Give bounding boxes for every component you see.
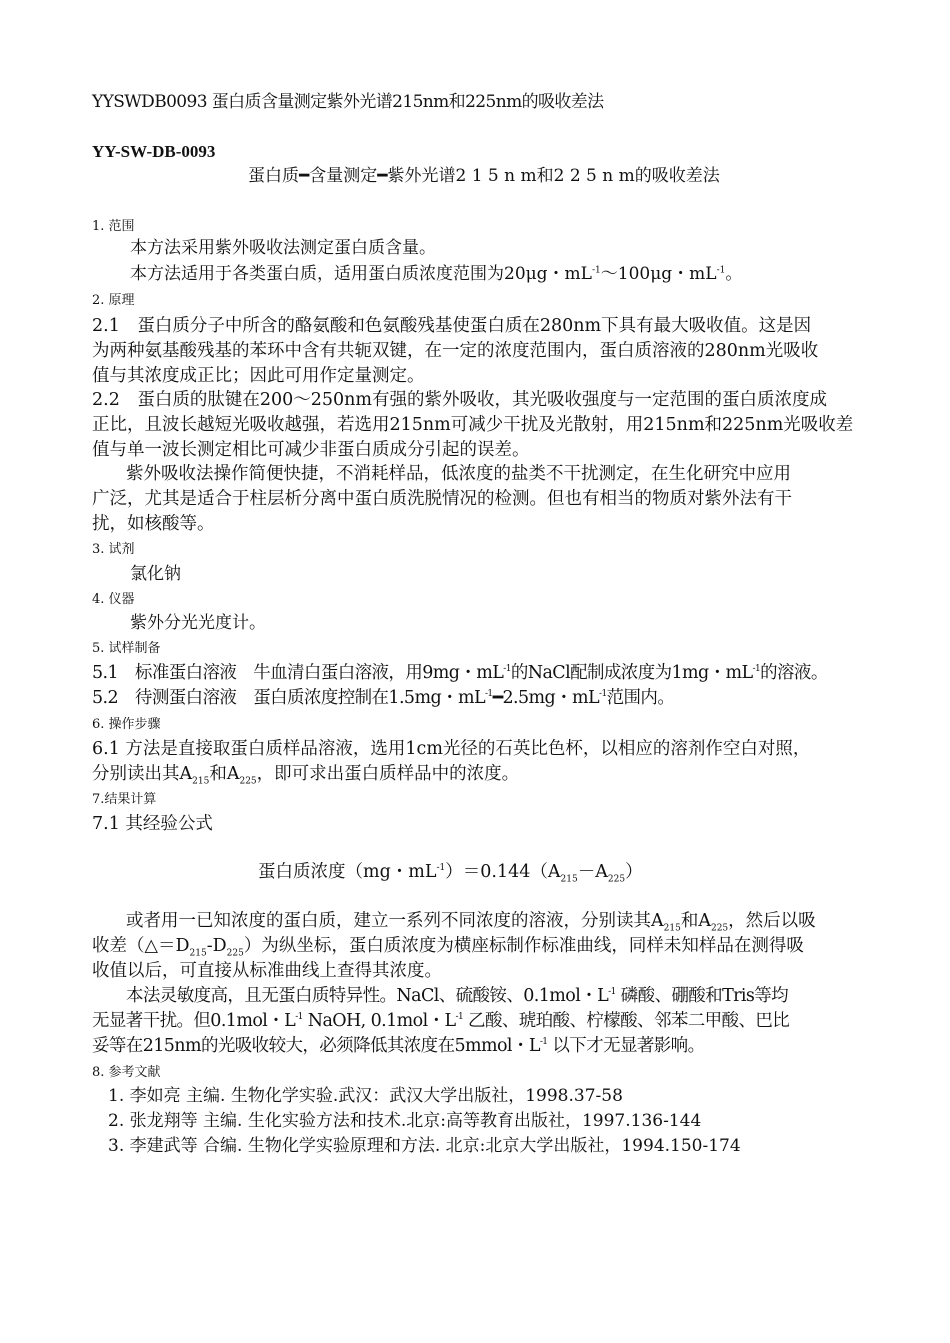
section-7-paragraph-2-line-2: 收差$(\triangle=D_{215}-D_{225})$为纵坐标，蛋白质浓度为横座标制作标准曲线，同样未知样品在测得吸 (92, 936, 804, 959)
section-5-1: 5.1 标准蛋白溶液 牛血清白蛋白溶液，用9mg・$mL^{-1}$的NaCl配制成浓度为1mg・$mL^{-1}$的溶液。 (92, 663, 828, 683)
section-2-heading: 2. 原理 (92, 293, 135, 308)
document-code: YY-SW-DB-0093 (92, 142, 216, 161)
section-1-heading: 1. 范围 (92, 219, 135, 234)
section-6-line-2: 分别读出其$A_{215}$和$A_{225}$，即可求出蛋白质样品中的浓度。 (92, 764, 520, 787)
section-7-paragraph-2-line-3: 收值以后，可直接从标准曲线上查得其浓度。 (92, 961, 442, 981)
section-2-2-line-1: 2.2 蛋白质的肽键在200～250nm有强的紫外吸收，其光吸收强度与一定范围的蛋白质浓度成 (92, 390, 827, 410)
reference-item: 1. 李如亮 主编. 生物化学实验.武汉：武汉大学出版社，1998.37-58 (108, 1086, 623, 1106)
section-7-paragraph-3-line-3: 妥等在215nm的光吸收较大，必须降低其浓度在5mmol・$L^{-1}$ 以下才无显著影响。 (92, 1036, 705, 1056)
section-7-paragraph-3-line-1: 本法灵敏度高，且无蛋白质特异性。NaCl、硫酸铵、0.1mol・$L^{-1}$ 磷酸、硼酸和Tris等均 (126, 986, 789, 1006)
section-7-paragraph-3-line-2: 无显著干扰。但0.1mol・$L^{-1}$ NaOH, 0.1mol・$L^{-1}$ 乙酸、琥珀酸、柠檬酸、邻苯二甲酸、巴比 (92, 1011, 790, 1031)
section-3-heading: 3. 试剂 (92, 542, 135, 557)
reference-item: 3. 李建武等 合编. 生物化学实验原理和方法. 北京:北京大学出版社，1994.150-174 (108, 1136, 741, 1156)
section-2-1-line-1: 2.1 蛋白质分子中所含的酪氨酸和色氨酸残基使蛋白质在280nm下具有最大吸收值。这是因 (92, 316, 812, 336)
section-4-heading: 4. 仪器 (92, 592, 135, 607)
section-7-heading: 7.结果计算 (92, 792, 157, 807)
empirical-formula: 蛋白质浓度（mg・$mL^{-1})=0.144(A_{215}-A_{225})$ (258, 862, 643, 885)
section-7-paragraph-2-line-1: 或者用一已知浓度的蛋白质，建立一系列不同浓度的溶液，分别读其$A_{215}$和$A_{225}$，然后以吸 (126, 911, 816, 934)
section-7-1: 7.1 其经验公式 (92, 814, 213, 834)
section-1-paragraph-2: 本方法适用于各类蛋白质，适用蛋白质浓度范围为20μg・$mL^{-1}\sim 100\mu g$・$mL^{-1}$。 (130, 264, 743, 284)
section-2-paragraph-3-line-3: 扰，如核酸等。 (92, 514, 215, 534)
section-6-line-1: 6.1 方法是直接取蛋白质样品溶液，选用1cm光径的石英比色杯，以相应的溶剂作空白对照， (92, 739, 811, 759)
section-5-2: 5.2 待测蛋白溶液 蛋白质浓度控制在1.5mg・$mL^{-1}━2.5mg$・$mL^{-1}$范围内。 (92, 688, 675, 708)
section-3-reagent: 氯化钠 (130, 564, 181, 584)
section-2-paragraph-3-line-1: 紫外吸收法操作简便快捷，不消耗样品，低浓度的盐类不干扰测定，在生化研究中应用 (126, 464, 791, 484)
section-6-heading: 6. 操作步骤 (92, 717, 161, 732)
section-2-2-line-3: 值与单一波长测定相比可减少非蛋白质成分引起的误差。 (92, 440, 530, 460)
document-title: 蛋白质━含量测定━紫外光谱2 1 5 n m和2 2 5 n m的吸收差法 (248, 166, 720, 186)
section-2-1-line-3: 值与其浓度成正比；因此可用作定量测定。 (92, 366, 425, 386)
reference-item: 2. 张龙翔等 主编. 生化实验方法和技术.北京:高等教育出版社，1997.136-144 (108, 1111, 702, 1131)
page-header-line: YYSWDB0093 蛋白质含量测定紫外光谱215nm和225nm的吸收差法 (92, 92, 604, 112)
section-4-instrument: 紫外分光光度计。 (130, 613, 266, 633)
section-5-heading: 5. 试样制备 (92, 641, 161, 656)
section-1-paragraph-1: 本方法采用紫外吸收法测定蛋白质含量。 (130, 238, 436, 258)
section-2-2-line-2: 正比，且波长越短光吸收越强，若选用215nm可减少干扰及光散射，用215nm和225nm光吸收差 (92, 415, 854, 435)
section-8-heading: 8. 参考文献 (92, 1065, 161, 1080)
section-2-1-line-2: 为两种氨基酸残基的苯环中含有共轭双键，在一定的浓度范围内，蛋白质溶液的280nm光吸收 (92, 341, 819, 361)
section-2-paragraph-3-line-2: 广泛，尤其是适合于柱层析分离中蛋白质洗脱情况的检测。但也有相当的物质对紫外法有干 (92, 489, 792, 509)
